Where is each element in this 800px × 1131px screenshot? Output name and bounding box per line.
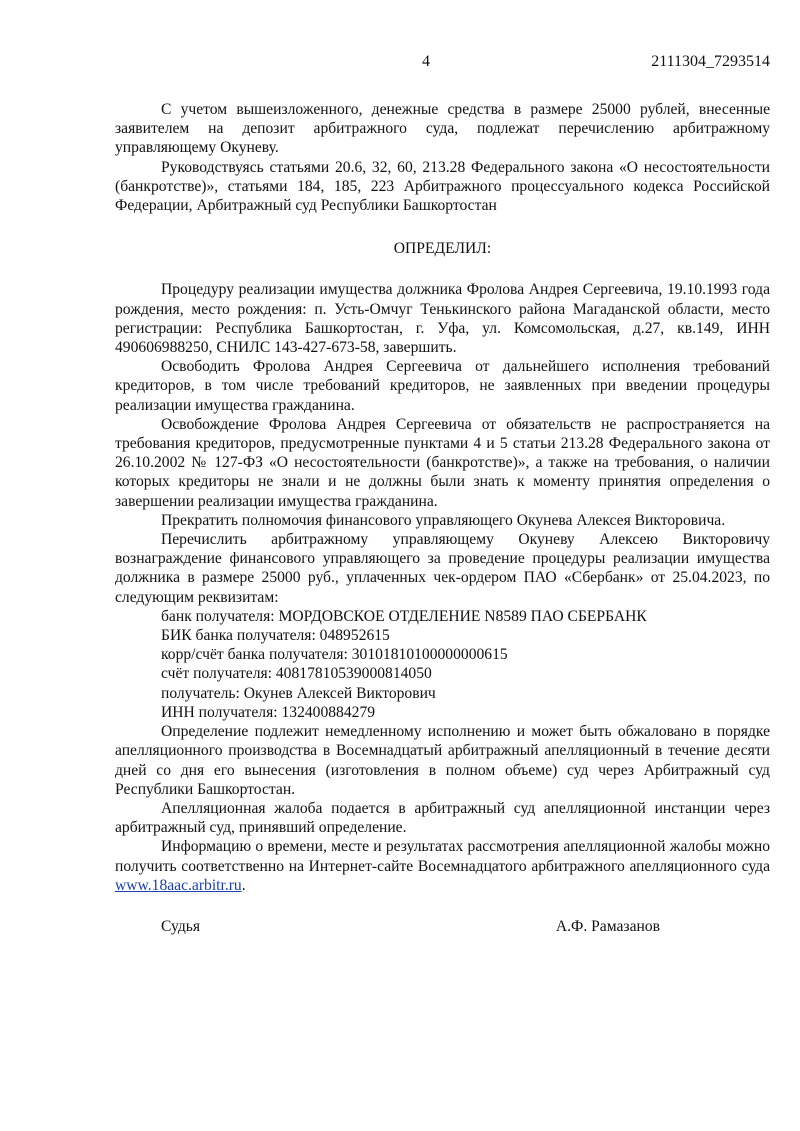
paragraph: Апелляционная жалоба подается в арбитражный суд апелляционной инстанции через арбитражный суд, принявший определение.: [115, 799, 770, 837]
judge-name: А.Ф. Рамазанов: [555, 917, 660, 935]
document-body: [115, 100, 770, 936]
requisite-recipient: получатель: Окунев Алексей Викторович: [161, 684, 436, 702]
requisite-inn: ИНН получателя: 132400884279: [161, 703, 376, 721]
paragraph: Прекратить полномочия финансового управляющего Окунева Алексея Викторовича.: [161, 511, 726, 529]
page-number: 4: [422, 53, 430, 70]
court-website-link[interactable]: www.18aac.arbitr.ru: [115, 876, 242, 894]
paragraph: Освобождение Фролова Андрея Сергеевича от обязательств не распространяется на требования кредиторов, предусмотренные пунктами 4 и 5 статьи 213.28 Федерального закона от 26.10.2002 № 127-ФЗ «О несостоятельности (банкротстве)», а также на требования, о наличии которых кредиторы не знали и не должны были знать к моменту принятия определения о завершении реализации имущества гражданина.: [115, 415, 770, 510]
requisite-corr-account: корр/счёт банка получателя: 30101810100000000615: [161, 646, 508, 664]
paragraph: Перечислить арбитражному управляющему Окуневу Алексею Викторовичу вознаграждение финансового управляющего за проведение процедуры реализации имущества должника в размере 25000 руб., уплаченных чек-ордером ПАО «Сбербанк» от 25.04.2023, по следующим реквизитам:: [115, 531, 770, 606]
judge-label: Судья: [161, 917, 201, 935]
paragraph-suffix: .: [241, 876, 246, 894]
document-id: 2111304_7293514: [651, 53, 770, 70]
signature-block: [115, 917, 770, 936]
paragraph: С учетом вышеизложенного, денежные средства в размере 25000 рублей, внесенные заявителем на депозит арбитражного суда, подлежат перечислению арбитражному управляющему Окуневу.: [115, 101, 770, 157]
bank-requisites: [115, 607, 770, 722]
requisite-bank: банк получателя: МОРДОВСКОЕ ОТДЕЛЕНИЕ N8589 ПАО СБЕРБАНК: [161, 607, 647, 625]
paragraph: [115, 837, 770, 895]
requisite-bik: БИК банка получателя: 048952615: [161, 627, 390, 645]
paragraph: Руководствуясь статьями 20.6, 32, 60, 213.28 Федерального закона «О несостоятельности (банкротстве)», статьями 184, 185, 223 Арбитражного процессуального кодекса Российской Федерации, Арбитражный суд Республики Башкортостан: [115, 158, 770, 215]
requisite-account: счёт получателя: 40817810539000814050: [161, 665, 432, 683]
paragraph: Определение подлежит немедленному исполнению и может быть обжаловано в порядке апелляционного производства в Восемнадцатый арбитражный апелляционный в течение десяти дней со дня его вынесения (изготовления в полном объеме) суд через Арбитражный суд Республики Башкортостан.: [115, 723, 770, 798]
ruling-heading: ОПРЕДЕЛИЛ:: [393, 240, 492, 258]
paragraph: Освободить Фролова Андрея Сергеевича от дальнейшего исполнения требований кредиторов, в том числе требований кредиторов, не заявленных при введении процедуры реализации имущества гражданина.: [115, 358, 770, 414]
paragraph-text: Информацию о времени, месте и результатах рассмотрения апелляционной жалобы можно получить соответственно на Интернет-сайте Восемнадцатого арбитражного апелляционного суда: [115, 838, 770, 875]
paragraph: Процедуру реализации имущества должника Фролова Андрея Сергеевича, 19.10.1993 года рождения, место рождения: п. Усть-Омчуг Тенькинского района Магаданской области, место регистрации: Республика Башкортостан, г. Уфа, ул. Комсомольская, д.27, кв.149, ИНН 490606988250, СНИЛС 143-427-673-58, завершить.: [115, 281, 770, 357]
